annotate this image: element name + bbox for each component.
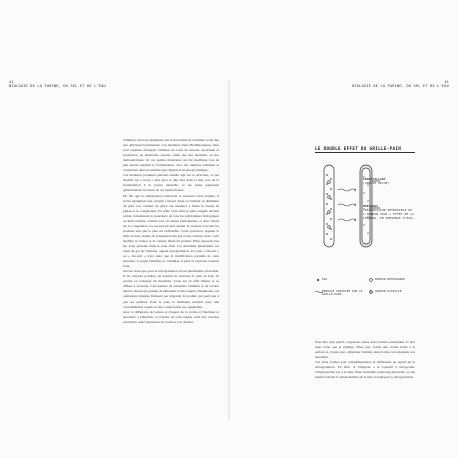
figure-title-rule — [315, 152, 415, 153]
body-paragraph: Ces deux formes sont complémentaires et différentes au regard de la rétrogradation. En effet, si l'amylose a la capacité à rétrograder, l'amylopectine est, à la suite d'une réchauffe, beaucoup plus lente, ce qui permet d'éviter le dessèchement de la mie et expliquer la rétrogradation. — [315, 360, 415, 380]
legend-dissolved-starch: AMIDON DISSOCIÉ — [375, 289, 402, 293]
right-running-head: BIOLOGIE DE LA FARINE, DU SEL ET DE L'EAU — [352, 84, 449, 89]
body-paragraph: Notons aussi que pour la rétrogradation est un phénomène réversible. Il est toujours possible, en passant de nouveau le pain au four, de recuire ou redonner du moelleux. L'eau est en effet libérée et se diffuse à nouveau. Cela permet de remoudre l'amidon et de recréer ainsi le réseau qui permet de maintenir la mie souple. Néanmoins, ces opérations répétées finissent par dégrader le produit, qui perd peu à peu ses qualités. Pour le pain, la meilleure solution reste une consommation rapide ou une conservation au congélateur. — [123, 269, 219, 309]
callout-crumb-title: MOELLEUX — [363, 204, 379, 208]
left-page-number: 41 — [9, 80, 14, 84]
legend-water: EAU — [322, 277, 328, 281]
legend-symbol-retrograded-starch — [370, 279, 373, 282]
body-paragraph: Du fait que la réfrigération intervient la présence d'eau liquide, il arrive également que certains cristaux d'eau se forment au détriment du pain. Les cristaux de glace ont tendance à briser le réseau de gluten et le congélateur. En effet, l'eau dans le pain congelé devient solide, introduisant la pourriture de tous les prébiotiques biologiques ou leurs résidus, comme tous ces autres phénomènes, et donc relatif sur la congélation. Le second est plus ancien. Il consiste à recuire les produits tant que la pâte est réchauffée. Cette opération, appelée la mise au four, résulte de l'expansion des gaz et des cristaux d'eau. Cela modifie la texture et la couleur finale du produit. Elles reposent tout sur l'eau présente dans le pain frais. Un deuxième phénomène est celui du gel de l'amidon, appelé rétrogradation. Un pain « bis-rôti » ou « bis-cuit » n'est autre que la modification partielle de cette structure. Lorsque l'amidon se cristallise, il perd sa capacité à retenir l'eau. — [123, 193, 219, 269]
callout-crumb-text: (DÉGRADATION RÉVERSIBLE DE L'AMIDON SOUS L'EFFET DE LA CHALEUR, EN PRÉSENCE D'EAU) — [363, 207, 415, 220]
callout-crust — [363, 178, 415, 186]
bread-slice-before — [324, 165, 334, 247]
starch-dots-before — [326, 174, 332, 240]
heat-arrowhead — [355, 189, 357, 191]
page-gutter — [228, 80, 230, 420]
callout-crust-title: CROUSTILLANT — [363, 177, 386, 181]
right-page-header — [352, 80, 449, 89]
heat-wave — [338, 189, 356, 191]
right-page-number: 41 — [444, 80, 449, 84]
starch-rings-before — [328, 181, 331, 229]
body-paragraph: d'amidon. On note également une action indirecte en milieu acide due aux amylases bactériennes. Ces dernières étant d'hommologues, elles sont capables d'attaquer l'amidon en cours de cuisson, favorisant la production de molécules sucrées, ainsi que des dextrines ou des maltodextrines. Or ces petites molécules ont été modifiées lors de leur étuvée pendant la fermentation, avec des ruptures d'amidon et constituent ainsi un amidon plus digeste et moins glycémique. — [123, 138, 219, 173]
callout-crust-text: (CROÛTE SÈCHE) — [363, 180, 390, 185]
left-page-header — [9, 80, 106, 89]
body-paragraph: Pour être plus précis, rappelons toutes deux formes principales. Il faut donc noter que le grillage, d'une part, forme une croûte sèche à la surface et, d'autre part, réhydrate l'amidon dans la mie, lui redonnant son moelleux. — [315, 340, 415, 360]
heat-arrows — [338, 189, 356, 221]
figure-title: LE DOUBLE EFFET DU GRILLE-PAIN — [315, 146, 402, 151]
heat-arrowhead — [355, 204, 357, 206]
heat-arrowhead — [355, 219, 357, 221]
heat-wave — [338, 219, 356, 221]
body-paragraph: Avec la différence de texture et d'aspect de la croûte et l'intérieur et moelleux à l'intérieur, la tranche de pain toastée cède une réaction réversible, dans l'épaisseur du croûton, à la chaleur. — [123, 309, 219, 324]
right-body-text — [315, 340, 415, 400]
legend-retrograded-starch: AMIDON RÉTROGRADÉ — [375, 277, 406, 281]
heat-wave — [338, 204, 356, 206]
legend-energy: ÉNERGIE APPORTÉE PAR LE GRILLE-PAIN — [322, 289, 363, 297]
before-slice — [324, 165, 334, 247]
left-body-text — [123, 138, 219, 398]
legend-symbol-water — [317, 279, 319, 281]
body-paragraph: Ces dernières protéines peuvent ensuite agir sur la structure, ce qui modifie les « trous » plus gros et plus fins dans la mie, lors de la fermentation à la levure naturelle, et les pains paraissent généralement en raison de ces quatre heures. — [123, 173, 219, 193]
legend-symbol-dissolved-starch — [370, 291, 373, 294]
callout-crumb — [363, 205, 415, 221]
left-running-head: BIOLOGIE DE LA FARINE, DU SEL ET DE L'EAU — [9, 84, 106, 89]
